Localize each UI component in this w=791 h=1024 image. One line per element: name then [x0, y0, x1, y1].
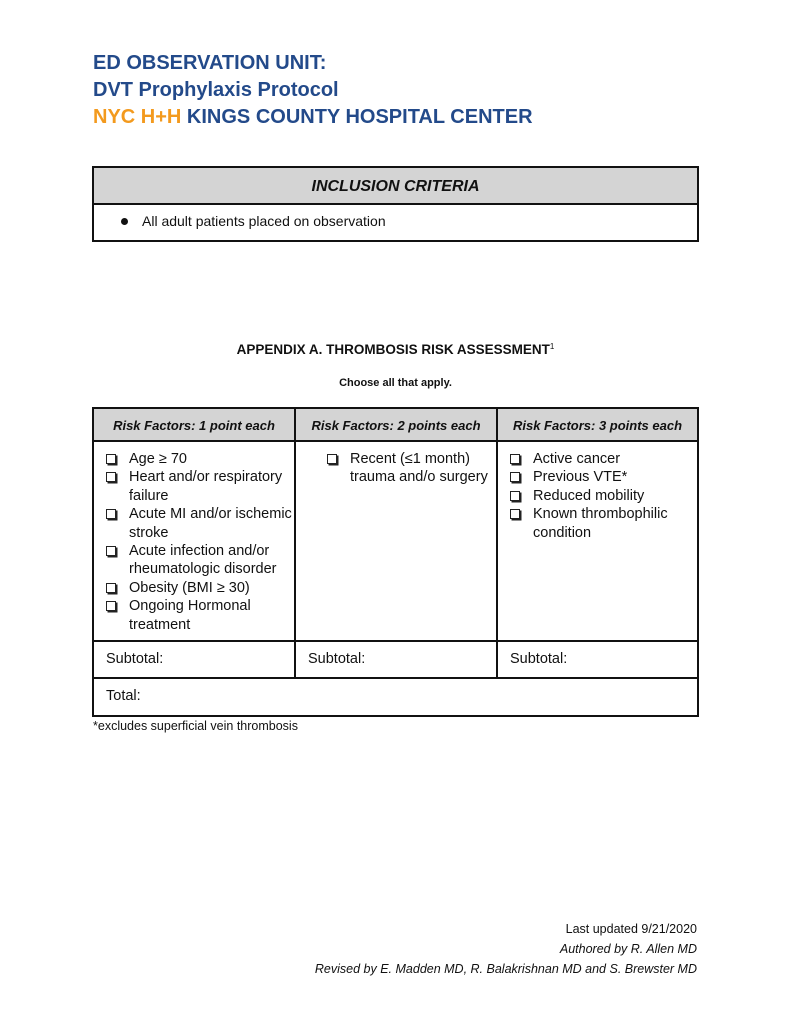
risk-list-3-points [498, 450, 697, 542]
risk-column-3-points [498, 442, 697, 640]
checkbox-icon[interactable] [510, 509, 520, 519]
header-hospital-label: KINGS COUNTY HOSPITAL CENTER [186, 106, 533, 128]
checkbox-icon[interactable] [106, 509, 116, 519]
risk-factor-label: Obesity (BMI ≥ 30) [129, 579, 250, 596]
checkbox-icon[interactable] [327, 454, 337, 464]
risk-factor-item [94, 542, 294, 579]
header-unit-title: ED OBSERVATION UNIT: [93, 52, 327, 74]
risk-factor-label: Heart and/or respiratory failure [129, 469, 283, 504]
revised-by: Revised by E. Madden MD, R. Balakrishnan MD and S. Brewster MD [314, 962, 697, 976]
checkbox-icon[interactable] [510, 472, 520, 482]
subtotal-1-point: Subtotal: [94, 642, 296, 677]
risk-subtotal-row [94, 642, 697, 679]
risk-factor-item [498, 487, 697, 505]
appendix-title [0, 342, 791, 357]
footnote: *excludes superficial vein thrombosis [93, 719, 298, 733]
risk-header-3-points: Risk Factors: 3 points each [512, 418, 683, 433]
risk-factor-label: Ongoing Hormonal treatment [129, 598, 251, 633]
risk-header-1-point: Risk Factors: 1 point each [94, 409, 296, 440]
document-footer [315, 919, 697, 979]
risk-assessment-table [92, 407, 699, 717]
header-protocol-title: DVT Prophylaxis Protocol [93, 79, 339, 101]
authored-by: Authored by R. Allen MD [559, 942, 697, 956]
risk-factor-item [498, 468, 697, 486]
bullet-icon [121, 218, 128, 225]
risk-factor-label: Age ≥ 70 [129, 451, 187, 467]
risk-factor-item [94, 450, 294, 468]
risk-factor-label: Recent (≤1 month) trauma and/o surgery [350, 451, 488, 486]
appendix-instruction: Choose all that apply. [339, 377, 452, 389]
subtotal-3-points: Subtotal: [510, 651, 568, 667]
risk-factor-item [94, 597, 294, 634]
last-updated: Last updated 9/21/2020 [565, 922, 697, 936]
checkbox-icon[interactable] [106, 454, 116, 464]
checkbox-icon[interactable] [106, 583, 116, 593]
risk-table-header-row [94, 409, 697, 442]
risk-list-1-point [94, 450, 294, 634]
risk-column-2-points [296, 442, 498, 640]
appendix-title-text: APPENDIX A. THROMBOSIS RISK ASSESSMENT [236, 342, 550, 357]
risk-total-row [94, 679, 697, 715]
checkbox-icon[interactable] [106, 601, 116, 611]
checkbox-icon[interactable] [106, 546, 116, 556]
risk-header-2-points: Risk Factors: 2 points each [296, 409, 498, 440]
risk-factor-item [498, 505, 697, 542]
checkbox-icon[interactable] [510, 491, 520, 501]
checkbox-icon[interactable] [510, 454, 520, 464]
subtotal-2-points: Subtotal: [296, 642, 498, 677]
inclusion-criteria-title: INCLUSION CRITERIA [94, 168, 697, 205]
inclusion-criteria-table [92, 166, 699, 242]
appendix-footnote-marker: 1 [549, 342, 555, 351]
risk-column-1-point [94, 442, 296, 640]
risk-factor-label: Active cancer [533, 451, 621, 467]
risk-factor-item [94, 579, 294, 597]
risk-factor-label: Acute infection and/or rheumatologic disorder [129, 543, 277, 578]
risk-table-items-row [94, 442, 697, 642]
document-header [93, 50, 533, 131]
inclusion-criteria-item [94, 205, 697, 240]
risk-factor-label: Acute MI and/or ischemic stroke [129, 506, 292, 541]
risk-factor-item [94, 505, 294, 542]
risk-factor-label: Reduced mobility [533, 487, 645, 504]
header-org-name: NYC H+H [93, 106, 182, 128]
risk-factor-label: Known thrombophilic condition [533, 506, 668, 541]
total-label: Total: [106, 688, 141, 704]
header-hospital-name [93, 104, 533, 131]
inclusion-criteria-text: All adult patients placed on observation [142, 213, 386, 229]
risk-factor-label: Previous VTE* [533, 469, 628, 486]
risk-factor-item [498, 450, 697, 468]
risk-list-2-points [296, 450, 496, 487]
checkbox-icon[interactable] [106, 472, 116, 482]
risk-factor-item [94, 468, 294, 505]
risk-factor-item [296, 450, 496, 487]
